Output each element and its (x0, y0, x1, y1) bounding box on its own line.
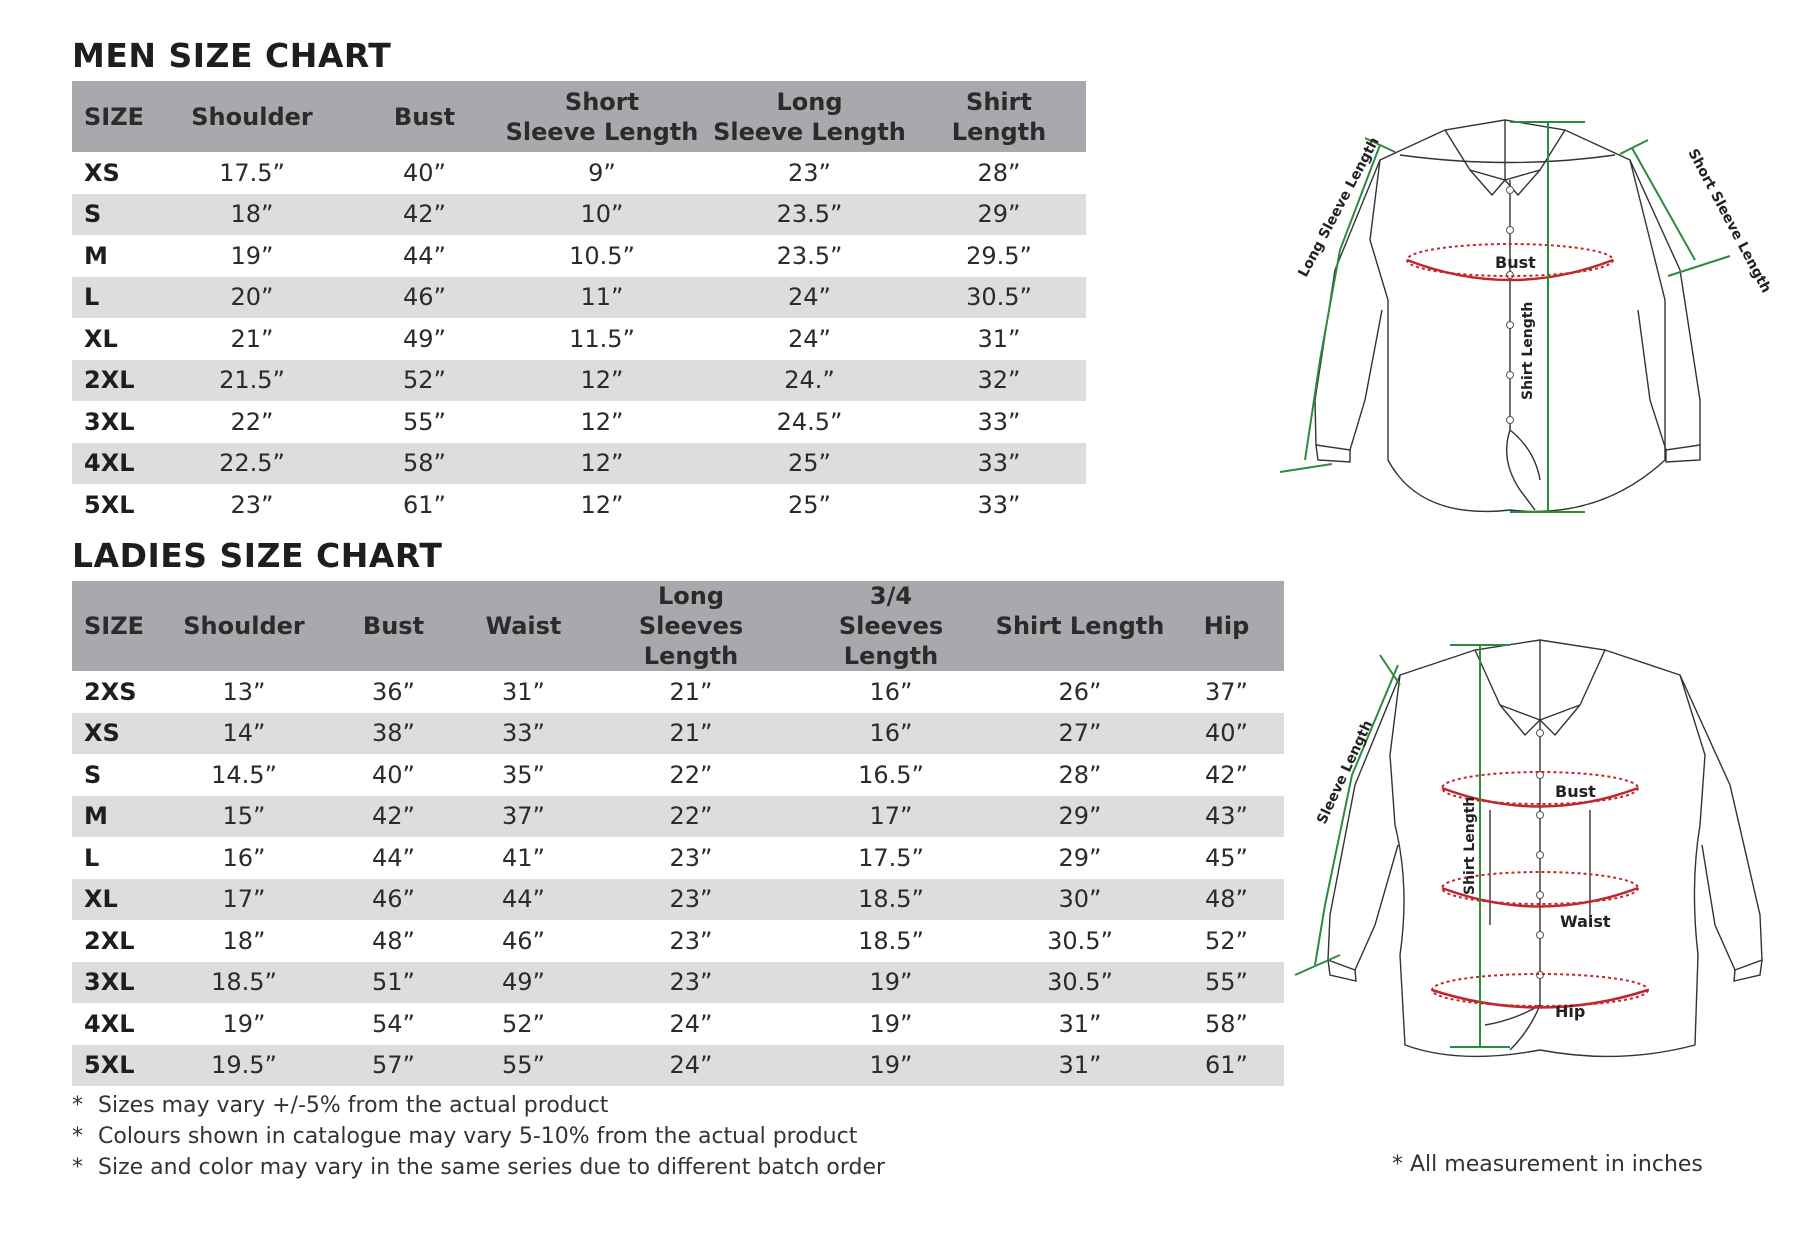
measurement-cell: 31” (991, 1045, 1169, 1087)
column-header-text: Sleeves Length (838, 612, 944, 670)
size-cell: 2XL (84, 926, 135, 955)
ladies-bust-label: Bust (1555, 782, 1596, 801)
measurement-cell: 48” (1169, 879, 1284, 921)
column-header-text: Sleeves Length (638, 612, 744, 670)
measurement-cell: 23” (591, 879, 791, 921)
column-header-text: Sleeve Length (713, 117, 906, 146)
size-cell: 5XL (84, 490, 135, 519)
measurement-cell: 9” (588, 158, 616, 187)
note-item: * Size and color may vary in the same series due to different batch order (72, 1155, 886, 1180)
men-shirt-illustration (1270, 100, 1774, 520)
measurement-cell: 19.5” (157, 1045, 331, 1087)
measurement-cell: 48” (372, 926, 415, 955)
measurement-cell: 31” (502, 677, 545, 706)
ladies-sleeve-label: Sleeve Length (1314, 718, 1377, 827)
table-row (72, 1003, 1284, 1045)
column-header-text: Shoulder (183, 612, 305, 640)
table-row (72, 360, 1086, 402)
measurement-cell: 30” (991, 879, 1169, 921)
measurement-cell: 21” (591, 713, 791, 755)
ladies-shirt-illustration (1300, 625, 1770, 1065)
ladies-chart-title: LADIES SIZE CHART (72, 536, 443, 575)
measurement-cell: 17” (157, 879, 331, 921)
table-row (72, 235, 1086, 277)
column-header (707, 81, 912, 152)
measurement-cell: 46” (502, 926, 545, 955)
measurement-cell: 44” (403, 241, 446, 270)
men-bust-label: Bust (1495, 253, 1536, 272)
column-header-text: Sleeve Length (505, 117, 699, 146)
column-header (157, 581, 331, 671)
table-row (72, 401, 1086, 443)
measurement-cell: 18.5” (791, 879, 991, 921)
size-cell: M (72, 796, 157, 838)
measurement-cell: 40” (1169, 713, 1284, 755)
table-row (72, 713, 1284, 755)
measurement-cell: 23.5” (776, 241, 843, 270)
measurement-cell: 18” (222, 926, 266, 955)
table-row (72, 837, 1284, 879)
measurement-cell: 19” (230, 241, 274, 270)
ladies-shirt-length-label: Shirt Length (1462, 796, 1478, 895)
table-row (72, 879, 1284, 921)
measurement-cell: 21” (230, 324, 274, 353)
measurement-cell: 23” (230, 490, 274, 519)
measurement-cell: 58” (352, 443, 497, 485)
note-item: * Colours shown in catalogue may vary 5-10% from the actual product (72, 1124, 858, 1149)
men-size-table (72, 81, 1086, 526)
table-row (72, 152, 1086, 194)
measurement-cell: 52” (1205, 926, 1248, 955)
measurement-cell: 27” (991, 713, 1169, 755)
column-header-text: Waist (485, 612, 562, 640)
measurement-cell: 12” (497, 443, 707, 485)
measurement-cell: 12” (497, 360, 707, 402)
measurement-cell: 23” (669, 926, 713, 955)
size-cell: 5XL (72, 1045, 157, 1087)
size-cell: XL (84, 324, 118, 353)
column-header-text: Short (564, 87, 640, 116)
measurement-cell: 25” (707, 443, 912, 485)
measurement-cell: 42” (1205, 760, 1248, 789)
measurement-cell: 33” (977, 490, 1021, 519)
measurement-cell: 54” (372, 1009, 415, 1038)
measurement-cell: 16” (869, 677, 913, 706)
measurement-cell: 61” (403, 490, 446, 519)
measurement-cell: 14.5” (211, 760, 277, 789)
measurement-cell: 46” (331, 879, 456, 921)
measurement-cell: 37” (1205, 677, 1248, 706)
table-header-row (72, 581, 1284, 671)
ladies-sleeve-measure (1295, 655, 1400, 975)
measurement-cell: 31” (1058, 1009, 1102, 1038)
measurement-cell: 10.5” (569, 241, 635, 270)
measurement-cell: 12” (580, 407, 624, 436)
table-row (72, 920, 1284, 962)
measurement-cell: 12” (580, 490, 624, 519)
column-header (352, 81, 497, 152)
column-header (497, 81, 707, 152)
column-header-text: Shirt Length (951, 87, 1047, 146)
measurement-cell: 35” (502, 760, 545, 789)
table-row (72, 318, 1086, 360)
measurement-cell: 22” (669, 760, 713, 789)
measurement-cell: 15” (157, 796, 331, 838)
men-shirt-length-label: Shirt Length (1520, 301, 1536, 400)
measurement-cell: 40” (403, 158, 446, 187)
measurement-cell: 44” (456, 879, 591, 921)
column-header (456, 581, 591, 671)
measurement-cell: 18” (152, 194, 352, 236)
measurement-cell: 31” (977, 324, 1021, 353)
table-row (72, 277, 1086, 319)
note-item: * Sizes may vary +/-5% from the actual product (72, 1093, 609, 1118)
measurement-cell: 33” (912, 443, 1086, 485)
column-header-text: Bust (393, 102, 456, 131)
measurement-cell: 29” (912, 194, 1086, 236)
table-row (72, 962, 1284, 1004)
column-header (1169, 581, 1284, 671)
column-header-text: SIZE (84, 612, 145, 640)
measurement-cell: 21” (669, 677, 713, 706)
size-cell: XL (72, 879, 157, 921)
table-row (72, 1045, 1284, 1087)
measurement-cell: 16” (791, 713, 991, 755)
column-header (72, 581, 157, 671)
ladies-hip-label: Hip (1555, 1002, 1586, 1021)
men-long-sleeve-measure (1280, 138, 1395, 472)
measurement-cell: 22” (230, 407, 274, 436)
measurement-cell: 38” (331, 713, 456, 755)
size-cell: 4XL (84, 1009, 135, 1038)
ladies-waist-label: Waist (1560, 912, 1611, 931)
column-header (591, 581, 791, 671)
measurement-cell: 52” (502, 1009, 545, 1038)
table-row (72, 443, 1086, 485)
column-header-text: Long (657, 582, 725, 610)
measurement-cell: 33” (977, 407, 1021, 436)
table-header-row (72, 81, 1086, 152)
size-cell: L (84, 843, 100, 872)
measurement-cell: 37” (456, 796, 591, 838)
measurement-cell: 24.5” (776, 407, 843, 436)
measurement-cell: 33” (456, 713, 591, 755)
size-cell: 3XL (72, 962, 157, 1004)
measurement-cell: 32” (912, 360, 1086, 402)
column-header-text: Shirt Length (995, 612, 1165, 640)
measurement-cell: 55” (1169, 962, 1284, 1004)
measurement-cell: 24” (788, 324, 831, 353)
size-cell: XS (72, 713, 157, 755)
table-row (72, 194, 1086, 236)
column-header (991, 581, 1169, 671)
measurement-cell: 21.5” (152, 360, 352, 402)
measurement-cell: 22.5” (152, 443, 352, 485)
size-cell: S (84, 760, 102, 789)
size-cell: 2XL (72, 360, 152, 402)
measurement-cell: 16” (222, 843, 266, 872)
measurement-cell: 44” (372, 843, 415, 872)
column-header-text: Shoulder (191, 102, 313, 131)
column-header (72, 81, 152, 152)
column-header (331, 581, 456, 671)
size-cell: S (72, 194, 152, 236)
measurement-cell: 23” (669, 843, 713, 872)
measurement-cell: 10” (497, 194, 707, 236)
size-cell: L (72, 277, 152, 319)
table-row (72, 796, 1284, 838)
measurement-cell: 19” (869, 1009, 913, 1038)
table-row (72, 754, 1284, 796)
measurement-cell: 57” (331, 1045, 456, 1087)
measurement-cell: 19” (791, 1045, 991, 1087)
size-cell: M (84, 241, 108, 270)
measurement-cell: 17.5” (219, 158, 285, 187)
measurement-cell: 28” (1058, 760, 1102, 789)
measurement-cell: 55” (403, 407, 446, 436)
measurement-cell: 30.5” (912, 277, 1086, 319)
column-header (912, 81, 1086, 152)
measurement-cell: 25” (788, 490, 831, 519)
measurement-cell: 29.5” (966, 241, 1032, 270)
men-chart-title: MEN SIZE CHART (72, 36, 392, 75)
measurement-cell: 23” (591, 962, 791, 1004)
column-header (791, 581, 991, 671)
men-short-sleeve-label: Short Sleeve Length (1684, 146, 1774, 296)
column-header (152, 81, 352, 152)
measurement-cell: 29” (1058, 843, 1102, 872)
measurement-cell: 23” (788, 158, 831, 187)
measurement-cell: 13” (222, 677, 266, 706)
disclaimer-notes (72, 1090, 885, 1183)
column-header-text: Bust (362, 612, 425, 640)
men-shirt-diagram (1270, 100, 1774, 524)
measurement-cell: 24.” (707, 360, 912, 402)
measurement-cell: 49” (403, 324, 446, 353)
measurement-cell: 61” (1169, 1045, 1284, 1087)
measurement-cell: 14” (157, 713, 331, 755)
measurement-cell: 24” (669, 1009, 713, 1038)
measurement-cell: 16.5” (858, 760, 924, 789)
measurement-cell: 11.5” (569, 324, 635, 353)
measurement-cell: 20” (152, 277, 352, 319)
measurement-cell: 51” (331, 962, 456, 1004)
measurement-cell: 42” (331, 796, 456, 838)
measurement-cell: 36” (372, 677, 415, 706)
measurement-cell: 46” (352, 277, 497, 319)
measurement-cell: 52” (352, 360, 497, 402)
measurement-cell: 42” (352, 194, 497, 236)
measurement-cell: 23.5” (707, 194, 912, 236)
measurement-cell: 18.5” (157, 962, 331, 1004)
size-cell: XS (84, 158, 120, 187)
measurement-cell: 28” (977, 158, 1021, 187)
measurement-cell: 58” (1205, 1009, 1248, 1038)
size-cell: 3XL (84, 407, 135, 436)
measurement-cell: 29” (991, 796, 1169, 838)
measurement-cell: 24” (591, 1045, 791, 1087)
column-header-text: 3/4 (869, 582, 913, 610)
measurement-cell: 24” (707, 277, 912, 319)
measurement-unit-note: * All measurement in inches (1392, 1152, 1703, 1177)
measurement-cell: 19” (791, 962, 991, 1004)
measurement-cell: 40” (372, 760, 415, 789)
table-row (72, 671, 1284, 713)
measurement-cell: 45” (1205, 843, 1248, 872)
measurement-cell: 30.5” (1047, 926, 1113, 955)
size-cell: 2XS (84, 677, 137, 706)
measurement-cell: 17” (791, 796, 991, 838)
measurement-cell: 22” (591, 796, 791, 838)
ladies-size-table (72, 581, 1284, 1086)
measurement-cell: 55” (456, 1045, 591, 1087)
size-cell: 4XL (72, 443, 152, 485)
measurement-cell: 41” (502, 843, 545, 872)
measurement-cell: 11” (497, 277, 707, 319)
men-long-sleeve-label: Long Sleeve Length (1295, 134, 1383, 280)
ladies-shirt-diagram (1300, 625, 1770, 1069)
measurement-cell: 17.5” (858, 843, 924, 872)
measurement-cell: 26” (1058, 677, 1102, 706)
measurement-cell: 49” (456, 962, 591, 1004)
measurement-cell: 18.5” (858, 926, 924, 955)
measurement-cell: 30.5” (991, 962, 1169, 1004)
column-header-text: SIZE (84, 102, 145, 131)
measurement-cell: 19” (222, 1009, 266, 1038)
measurement-cell: 43” (1169, 796, 1284, 838)
column-header-text: Long (776, 87, 843, 116)
table-row (72, 484, 1086, 526)
column-header-text: Hip (1203, 612, 1250, 640)
